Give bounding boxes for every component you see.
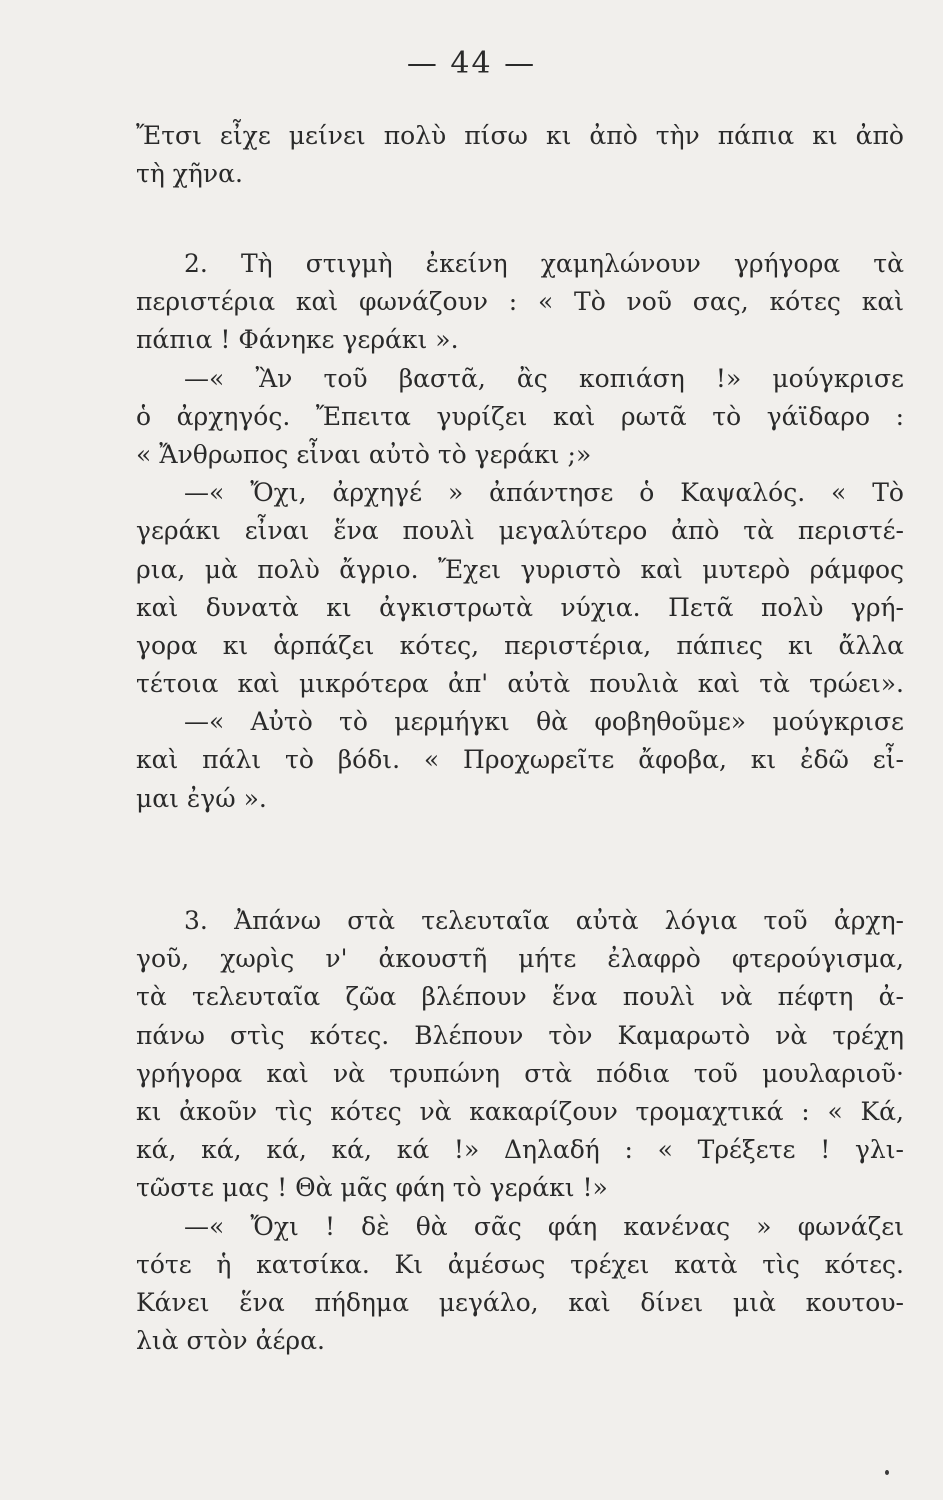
text-line: καὶ δυνατὰ κι ἀγκιστρωτὰ νύχια. Πετᾶ πολὺ γρή- <box>136 592 904 622</box>
text-line: γεράκι εἶναι ἕνα πουλὶ μεγαλύτερο ἀπὸ τὰ περιστέ- <box>136 516 904 546</box>
text-line: τὴ χῆνα. <box>136 159 243 189</box>
text-line: κά, κά, κά, κά, κά !» Δηλαδή : « Τρέξετε ! γλι- <box>136 1135 904 1165</box>
paragraph-1 <box>136 117 904 193</box>
text-line: τῶστε μας ! Θὰ μᾶς φάη τὸ γεράκι !» <box>136 1173 608 1203</box>
text-line: τέτοια καὶ μικρότερα ἀπ' αὐτὰ πουλιὰ καὶ τὰ τρώει». <box>136 669 904 699</box>
text-line: τὰ τελευταῖα ζῶα βλέπουν ἕνα πουλὶ νὰ πέφτη ἀ- <box>136 982 904 1012</box>
text-line: Ἔτσι εἶχε μείνει πολὺ πίσω κι ἀπὸ τὴν πάπια κι ἀπὸ <box>136 121 904 150</box>
ink-speck <box>885 1470 889 1475</box>
text-line: « Ἄνθρωπος εἶναι αὐτὸ τὸ γεράκι ;» <box>136 439 592 469</box>
paragraph-3 <box>136 902 904 1360</box>
text-line: —« Ὄχι, ἀρχηγέ » ἀπάντησε ὁ Καψαλός. « Τὸ <box>184 478 904 508</box>
text-line: μαι ἐγώ ». <box>136 783 267 813</box>
text-line: —« Ἂν τοῦ βαστᾶ, ἂς κοπιάση !» μούγκρισε <box>184 363 904 393</box>
text-line: —« Ὄχι ! δὲ θὰ σᾶς φάη κανένας » φωνάζει <box>184 1211 904 1241</box>
text-line: γορα κι ἁρπάζει κότες, περιστέρια, πάπιες κι ἄλλα <box>136 630 904 660</box>
text-line: πάνω στὶς κότες. Βλέπουν τὸν Καμαρωτὸ νὰ τρέχη <box>136 1020 904 1050</box>
text-line: 2. Τὴ στιγμὴ ἐκείνη χαμηλώνουν γρήγορα τὰ <box>184 249 904 278</box>
text-line: κι ἀκοῦν τὶς κότες νὰ κακαρίζουν τρομαχτικά : « Κά, <box>136 1096 904 1126</box>
page-number: — 44 — <box>406 46 537 81</box>
text-line: περιστέρια καὶ φωνάζουν : « Τὸ νοῦ σας, κότες καὶ <box>136 287 904 317</box>
text-line: καὶ πάλι τὸ βόδι. « Προχωρεῖτε ἄφοβα, κι ἐδῶ εἶ- <box>136 745 904 775</box>
text-line: Κάνει ἕνα πήδημα μεγάλο, καὶ δίνει μιὰ κουτου- <box>136 1287 904 1317</box>
text-line: —« Αὐτὸ τὸ μερμήγκι θὰ φοβηθοῦμε» μούγκρισε <box>184 707 904 737</box>
text-line: ὁ ἀρχηγός. Ἔπειτα γυρίζει καὶ ρωτᾶ τὸ γάϊδαρο : <box>136 401 904 431</box>
text-line: τότε ἡ κατσίκα. Κι ἀμέσως τρέχει κατὰ τὶς κότες. <box>136 1249 904 1279</box>
text-line: λιὰ στὸν ἀέρα. <box>136 1326 325 1356</box>
paragraph-2 <box>136 245 904 818</box>
text-line: γοῦ, χωρὶς ν' ἀκουστῆ μήτε ἐλαφρὸ φτερούγισμα, <box>136 944 904 974</box>
text-line: γρήγορα καὶ νὰ τρυπώνη στὰ πόδια τοῦ μουλαριοῦ· <box>136 1058 904 1088</box>
text-line: πάπια ! Φάνηκε γεράκι ». <box>136 325 459 355</box>
text-line: 3. Ἀπάνω στὰ τελευταῖα αὐτὰ λόγια τοῦ ἀρχη- <box>184 906 904 935</box>
text-line: ρια, μὰ πολὺ ἄγριο. Ἔχει γυριστὸ καὶ μυτερὸ ράμφος <box>136 554 904 584</box>
